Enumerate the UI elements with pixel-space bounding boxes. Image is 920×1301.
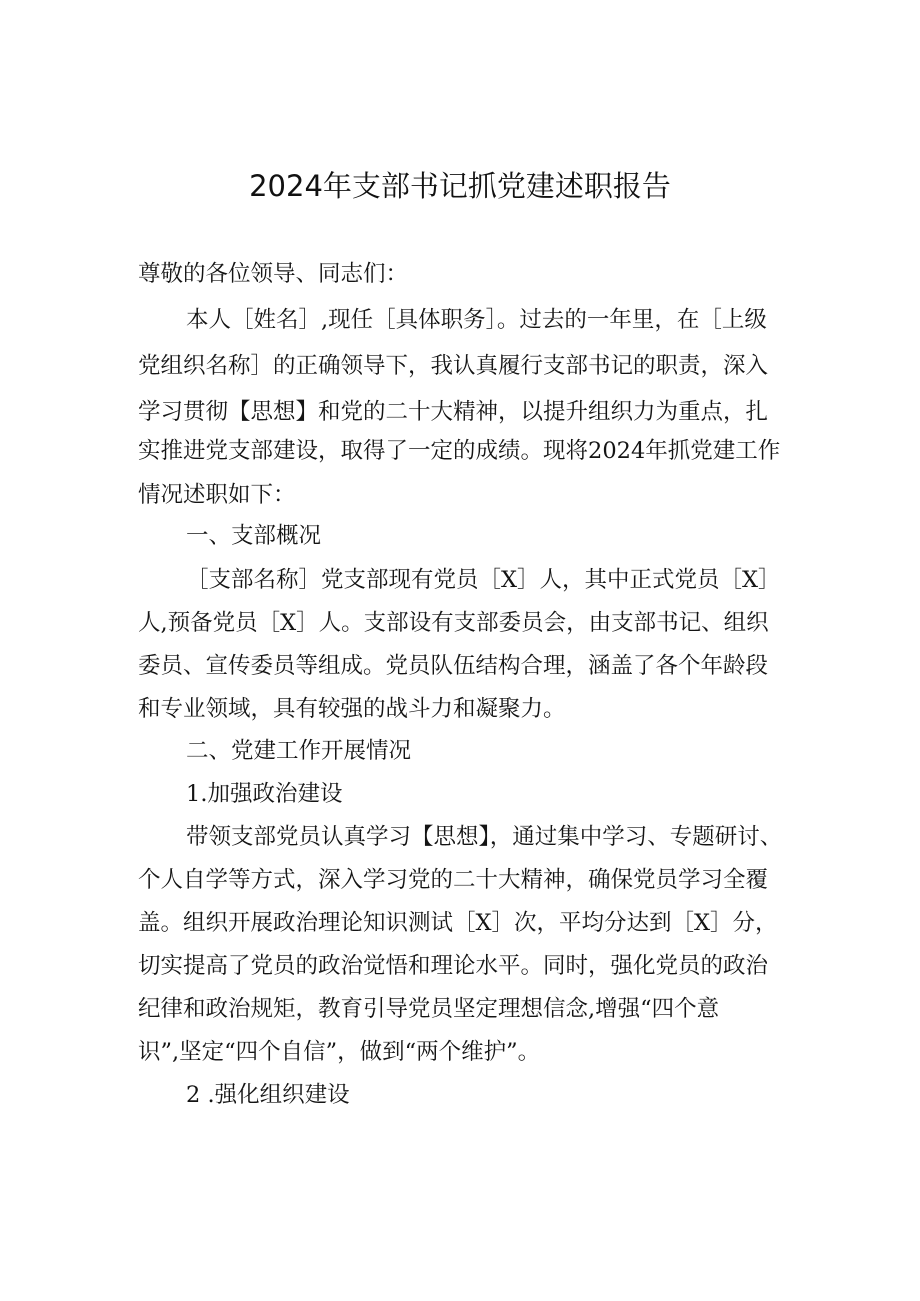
political-line-4: 切实提高了党员的政治觉悟和理论水平。同时，强化党员的政治 [138,953,769,979]
political-line-2: 个人自学等方式，深入学习党的二十大精神，确保党员学习全覆 [138,867,769,893]
overview-line-3: 委员、宣传委员等组成。党员队伍结构合理，涵盖了各个年龄段 [138,653,769,679]
section-heading-2: 二、党建工作开展情况 [186,738,412,764]
overview-line-1: ［支部名称］党支部现有党员［X］人，其中正式党员［X］ [186,567,781,593]
subsection-heading-1: 1.加强政治建设 [186,781,343,807]
political-line-6: 识”,坚定“四个自信”，做到“两个维护”。 [138,1039,541,1065]
political-line-5: 纪律和政治规矩，教育引导党员坚定理想信念,增强“四个意 [138,996,720,1022]
salutation-line: 尊敬的各位领导、同志们： [138,261,409,287]
subsection-heading-2: 2 .强化组织建设 [186,1082,350,1108]
section-heading-1: 一、支部概况 [186,523,322,549]
document-title: 2024年支部书记抓党建述职报告 [249,169,671,203]
intro-line-2: 党组织名称］的正确领导下，我认真履行支部书记的职责，深入 [138,353,769,379]
overview-line-2: 人,预备党员［X］人。支部设有支部委员会，由支部书记、组织 [138,610,769,636]
intro-line-3: 学习贯彻【思想】和党的二十大精神，以提升组织力为重点，扎 [138,399,769,425]
political-line-1: 带领支部党员认真学习【思想】，通过集中学习、专题研讨、 [186,824,783,850]
political-line-3: 盖。组织开展政治理论知识测试［X］次，平均分达到［X］分， [138,910,778,936]
intro-line-1: 本人［姓名］,现任［具体职务］。过去的一年里，在［上级 [186,307,767,333]
intro-line-4: 实推进党支部建设，取得了一定的成绩。现将2024年抓党建工作 [138,438,781,464]
overview-line-4: 和专业领域，具有较强的战斗力和凝聚力。 [138,696,566,722]
intro-line-5: 情况述职如下： [138,482,296,508]
